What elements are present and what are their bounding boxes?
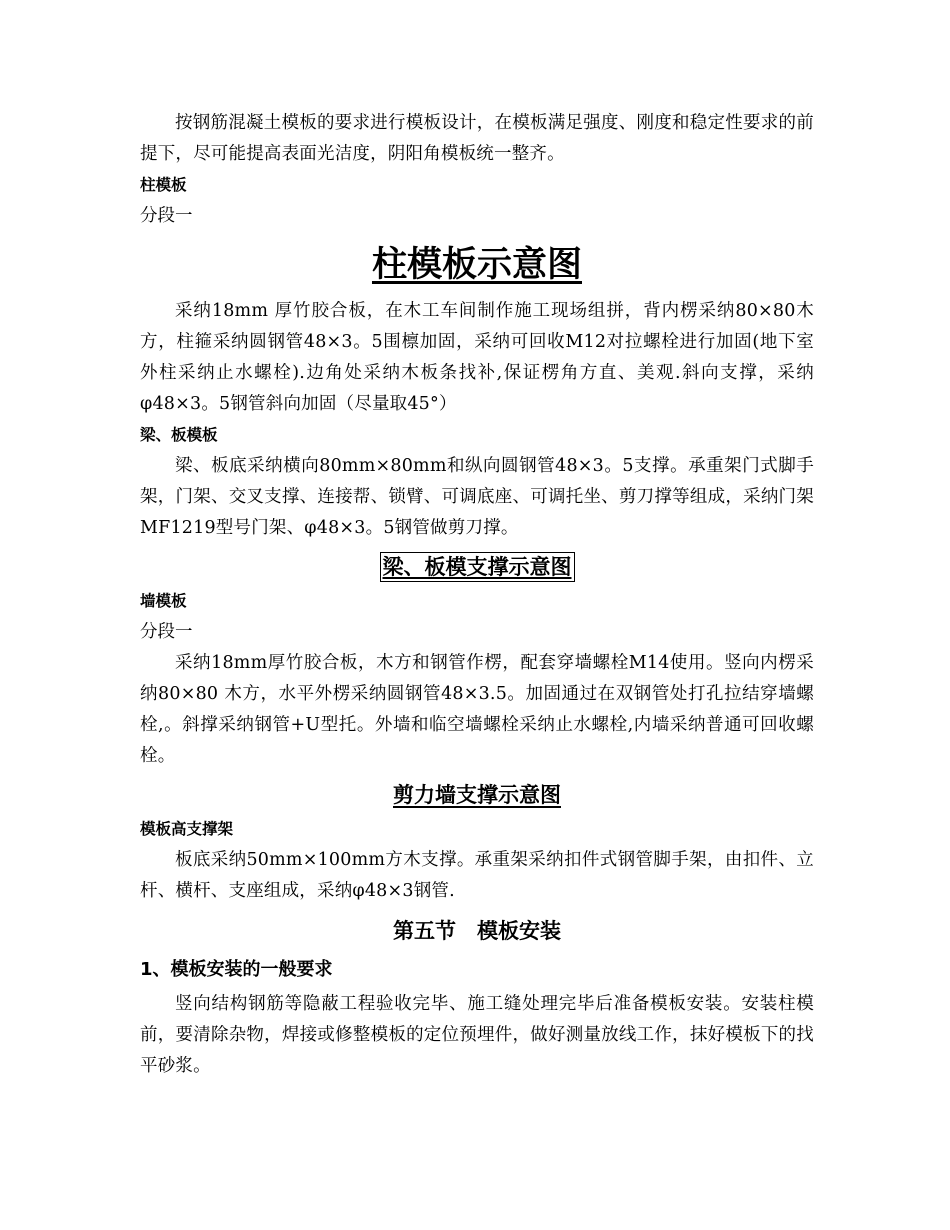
high-support-body-paragraph: 板底采纳50mm×100mm方木支撑。承重架采纳扣件式钢管脚手架，由扣件、立杆、横杆、支座组成，采纳φ48×3钢管. — [140, 850, 814, 901]
requirements-heading: 1、模板安装的一般要求 — [140, 959, 333, 980]
column-segment-label: 分段一 — [140, 206, 193, 226]
beam-figure-title: 梁、板模支撑示意图 — [380, 552, 575, 582]
beam-figure-title-wrap — [140, 552, 814, 582]
wall-formwork-heading: 墙模板 — [140, 592, 187, 610]
beam-slab-body-paragraph: 梁、板底采纳横向80mm×80mm和纵向圆钢管48×3。5支撑。承重架门式脚手架，门架、交叉支撑、连接帮、锁臂、可调底座、可调托坐、剪刀撑等组成，采纳门架MF1219型号门架、φ48×3。5钢管做剪刀撑。 — [140, 456, 814, 538]
intro-paragraph: 按钢筋混凝土模板的要求进行模板设计，在模板满足强度、刚度和稳定性要求的前提下，尽可能提高表面光洁度，阴阳角模板统一整齐。 — [140, 113, 814, 164]
requirements-body-paragraph: 竖向结构钢筋等隐蔽工程验收完毕、施工缝处理完毕后准备模板安装。安装柱模前，要清除杂物，焊接或修整模板的定位预埋件，做好测量放线工作，抹好模板下的找平砂浆。 — [140, 994, 814, 1076]
wall-body-paragraph: 采纳18mm厚竹胶合板，木方和钢管作楞，配套穿墙螺栓M14使用。竖向内楞采纳80×80 木方，水平外楞采纳圆钢管48×3.5。加固通过在双钢管处打孔拉结穿墙螺栓,。斜撑采纳钢管+U型托。外墙和临空墙螺栓采纳止水螺栓,内墙采纳普通可回收螺栓。 — [140, 653, 814, 766]
column-figure-title: 柱模板示意图 — [371, 245, 582, 285]
section-title: 第五节 模板安装 — [393, 919, 561, 943]
column-body-paragraph: 采纳18mm 厚竹胶合板，在木工车间制作施工现场组拼，背内楞采纳80×80木方，柱箍采纳圆钢管48×3。5围檩加固，采纳可回收M12对拉螺栓进行加固(地下室外柱采纳止水螺栓).边角处采纳木板条找补,保证楞角方直、美观.斜向支撑，采纳φ48×3。5钢管斜向加固（尽量取45°） — [140, 301, 814, 414]
column-formwork-heading: 柱模板 — [140, 176, 187, 194]
high-support-heading: 模板高支撑架 — [140, 820, 234, 838]
beam-slab-heading: 梁、板模板 — [140, 426, 218, 444]
wall-figure-title: 剪力墙支撑示意图 — [393, 783, 561, 807]
wall-segment-label: 分段一 — [140, 622, 193, 642]
